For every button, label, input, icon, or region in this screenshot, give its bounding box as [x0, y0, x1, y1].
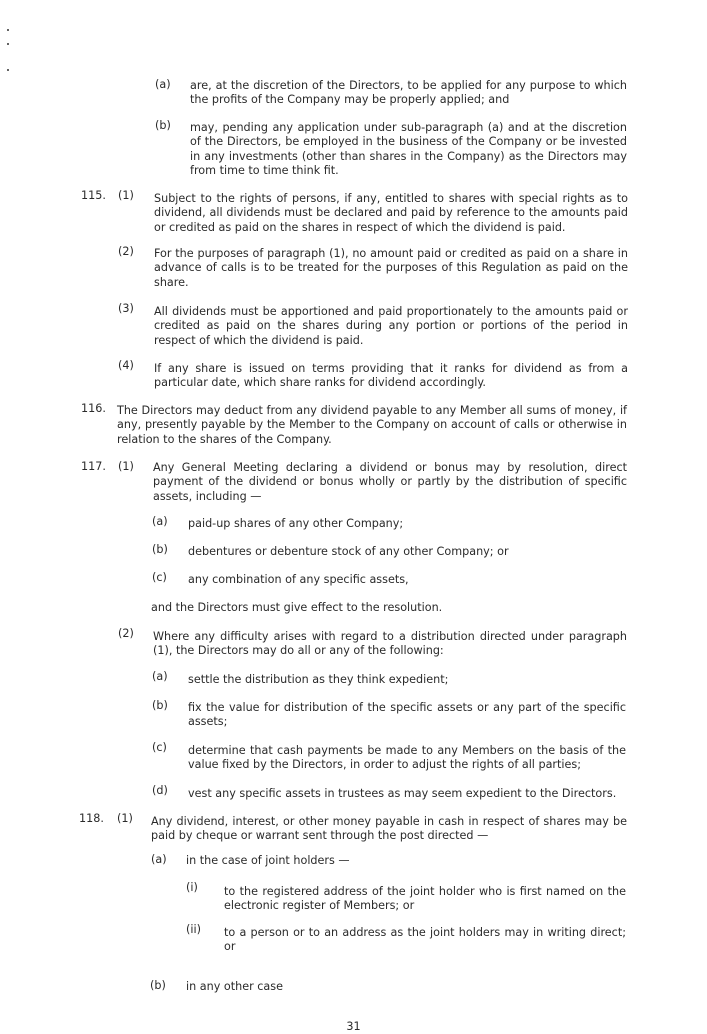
page-number: 31: [346, 1020, 361, 1033]
clause-label: (a): [152, 670, 168, 683]
clause-label: (a): [152, 515, 168, 528]
scan-mark: [7, 69, 9, 71]
clause-text: any combination of any specific assets,: [188, 573, 409, 586]
clause-label: (b): [155, 119, 171, 132]
sub-clause-text: to a person or to an address as the joint holders may in writing direct; or: [224, 926, 626, 954]
clause-label: (d): [152, 784, 168, 797]
clause-label: (b): [152, 543, 168, 556]
paragraph-label: (2): [118, 627, 134, 640]
paragraph-label: (1): [118, 460, 134, 473]
clause-text: paid-up shares of any other Company;: [188, 517, 404, 530]
clause-text: debentures or debenture stock of any other Company; or: [188, 545, 509, 558]
regulation-number: 115.: [81, 189, 106, 202]
paragraph-label: (1): [117, 812, 133, 825]
clause-text: vest any specific assets in trustees as may seem expedient to the Directors.: [188, 787, 617, 800]
clause-label: (a): [151, 853, 167, 866]
clause-label: (c): [152, 741, 167, 754]
paragraph-label: (3): [118, 302, 134, 315]
paragraph-text: Where any difficulty arises with regard to a distribution directed under paragraph (1), the Directors may do all or any of the following:: [153, 630, 627, 658]
clause-text: in the case of joint holders —: [186, 854, 350, 867]
paragraph-text: Any dividend, interest, or other money payable in cash in respect of shares may be paid by cheque or warrant sent through the post directed —: [151, 815, 627, 843]
clause-label: (a): [155, 78, 171, 91]
regulation-number: 118.: [79, 812, 104, 825]
clause-text: fix the value for distribution of the specific assets or any part of the specific assets;: [188, 701, 626, 729]
regulation-number: 116.: [81, 402, 106, 415]
sub-clause-label: (i): [186, 881, 198, 894]
sub-clause-text: to the registered address of the joint holder who is first named on the electronic register of Members; or: [224, 885, 626, 913]
paragraph-text: For the purposes of paragraph (1), no amount paid or credited as paid on a share in advance of calls is to be treated for the purposes of this Regulation as paid on the share.: [154, 247, 628, 289]
regulation-text: The Directors may deduct from any dividend payable to any Member all sums of money, if any, presently payable by the Member to the Company on account of calls or otherwise in relation to the shares of the Company.: [117, 404, 627, 446]
clause-text: settle the distribution as they think expedient;: [188, 673, 449, 686]
regulation-number: 117.: [81, 460, 106, 473]
scan-mark: [7, 43, 9, 45]
paragraph-label: (2): [118, 245, 134, 258]
clause-label: (c): [152, 571, 167, 584]
paragraph-text: All dividends must be apportioned and paid proportionately to the amounts paid or credited as paid on the shares during any portion or portions of the period in respect of which the dividend is paid.: [154, 305, 628, 347]
paragraph-text: Subject to the rights of persons, if any, entitled to shares with special rights as to dividend, all dividends must be declared and paid by reference to the amounts paid or credited as paid on the shares in respect of which the dividend is paid.: [154, 192, 628, 234]
clause-text: are, at the discretion of the Directors, to be applied for any purpose to which the profits of the Company may be properly applied; and: [190, 79, 627, 107]
clause-label: (b): [150, 979, 166, 992]
scan-mark: [7, 29, 9, 31]
clause-text: may, pending any application under sub-paragraph (a) and at the discretion of the Directors, be employed in the business of the Company or be invested in any investments (other than shares in the Company) as the Directors may from time to time think fit.: [190, 121, 627, 177]
paragraph-label: (4): [118, 359, 134, 372]
paragraph-label: (1): [118, 189, 134, 202]
sub-clause-label: (ii): [186, 923, 201, 936]
paragraph-text: If any share is issued on terms providing that it ranks for dividend as from a particular date, which share ranks for dividend accordingly.: [154, 362, 628, 390]
clause-label: (b): [152, 699, 168, 712]
clause-text: in any other case: [186, 980, 283, 993]
paragraph-text: Any General Meeting declaring a dividend or bonus may by resolution, direct payment of the dividend or bonus wholly or partly by the distribution of specific assets, including —: [153, 461, 627, 503]
clause-text: determine that cash payments be made to any Members on the basis of the value fixed by the Directors, in order to adjust the rights of all parties;: [188, 744, 626, 772]
closing-text: and the Directors must give effect to the resolution.: [151, 601, 443, 614]
